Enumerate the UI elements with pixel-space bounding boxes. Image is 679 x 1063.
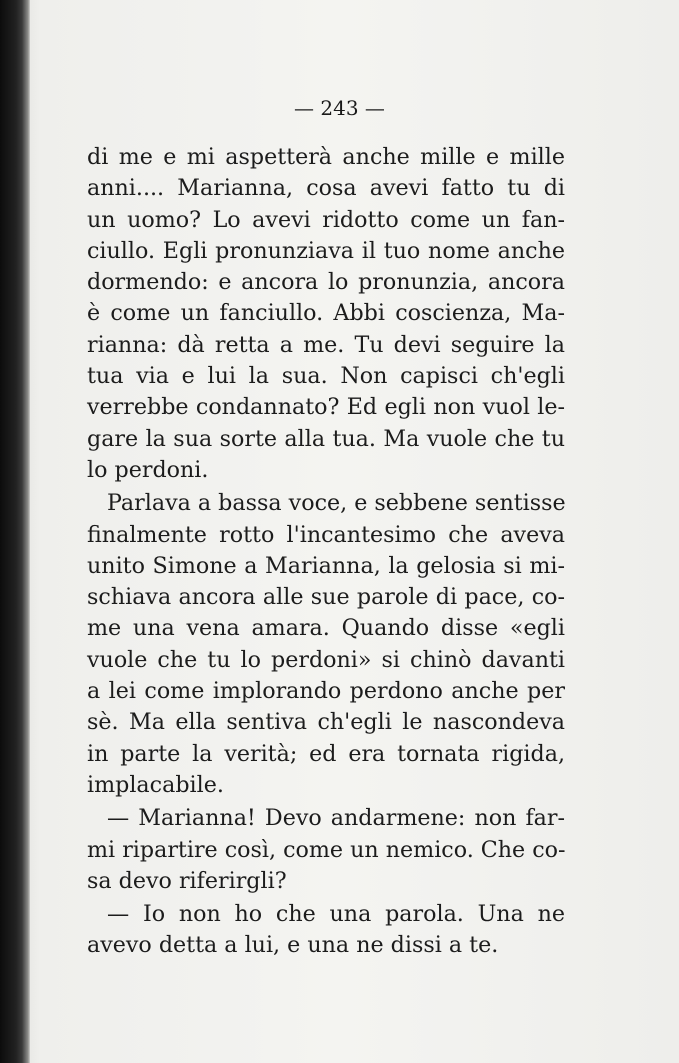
text-line: gare la sua sorte alla tua. Ma vuole che tu: [87, 425, 565, 452]
text-line: di me e mi aspetterà anche mille e mille: [87, 144, 565, 170]
text-line: Parlava a bassa voce, e sebbene sentisse: [107, 490, 566, 517]
text-line: unito Simone a Marianna, la gelosia si mi-: [87, 552, 565, 579]
text-line: anni.... Marianna, cosa avevi fatto tu di: [87, 175, 565, 202]
text-line: tua via e lui la sua. Non capisci ch'egli: [87, 363, 565, 390]
book-spine-shadow: [0, 0, 30, 1063]
text-line: mi ripartire così, come un nemico. Che co-: [87, 836, 566, 863]
text-line: me una vena amara. Quando disse «egli: [87, 615, 565, 642]
text-line: dormendo: e ancora lo pronunzia, ancora: [87, 269, 565, 296]
text-line: verrebbe condannato? Ed egli non vuol le-: [87, 394, 565, 421]
text-line: a lei come implorando perdono anche per: [87, 678, 565, 705]
text-line: è come un fanciullo. Abbi coscienza, Ma-: [87, 300, 565, 327]
text-line: in parte la verità; ed era tornata rigida,: [87, 740, 565, 767]
text-line: sè. Ma ella sentiva ch'egli le nascondeva: [87, 709, 565, 736]
page-number: — 243 —: [294, 96, 385, 120]
text-line: lo perdoni.: [87, 456, 209, 483]
text-line: un uomo? Lo avevi ridotto come un fan-: [87, 206, 565, 233]
text-line: vuole che tu lo perdoni» si chinò davanti: [87, 646, 565, 673]
text-line: — Io non ho che una parola. Una ne: [107, 901, 565, 928]
text-line: — Marianna! Devo andarmene: non far-: [107, 805, 565, 832]
text-line: schiava ancora alle sue parole di pace, co-: [87, 584, 565, 611]
text-line: ciullo. Egli pronunziava il tuo nome anche: [87, 237, 565, 264]
text-line: finalmente rotto l'incantesimo che aveva: [87, 521, 565, 548]
text-line: implacabile.: [87, 771, 224, 798]
text-line: rianna: dà retta a me. Tu devi seguire la: [87, 331, 565, 358]
text-line: sa devo riferirgli?: [87, 867, 287, 894]
text-line: avevo detta a lui, e una ne dissi a te.: [87, 932, 499, 959]
body-text: [87, 142, 565, 962]
